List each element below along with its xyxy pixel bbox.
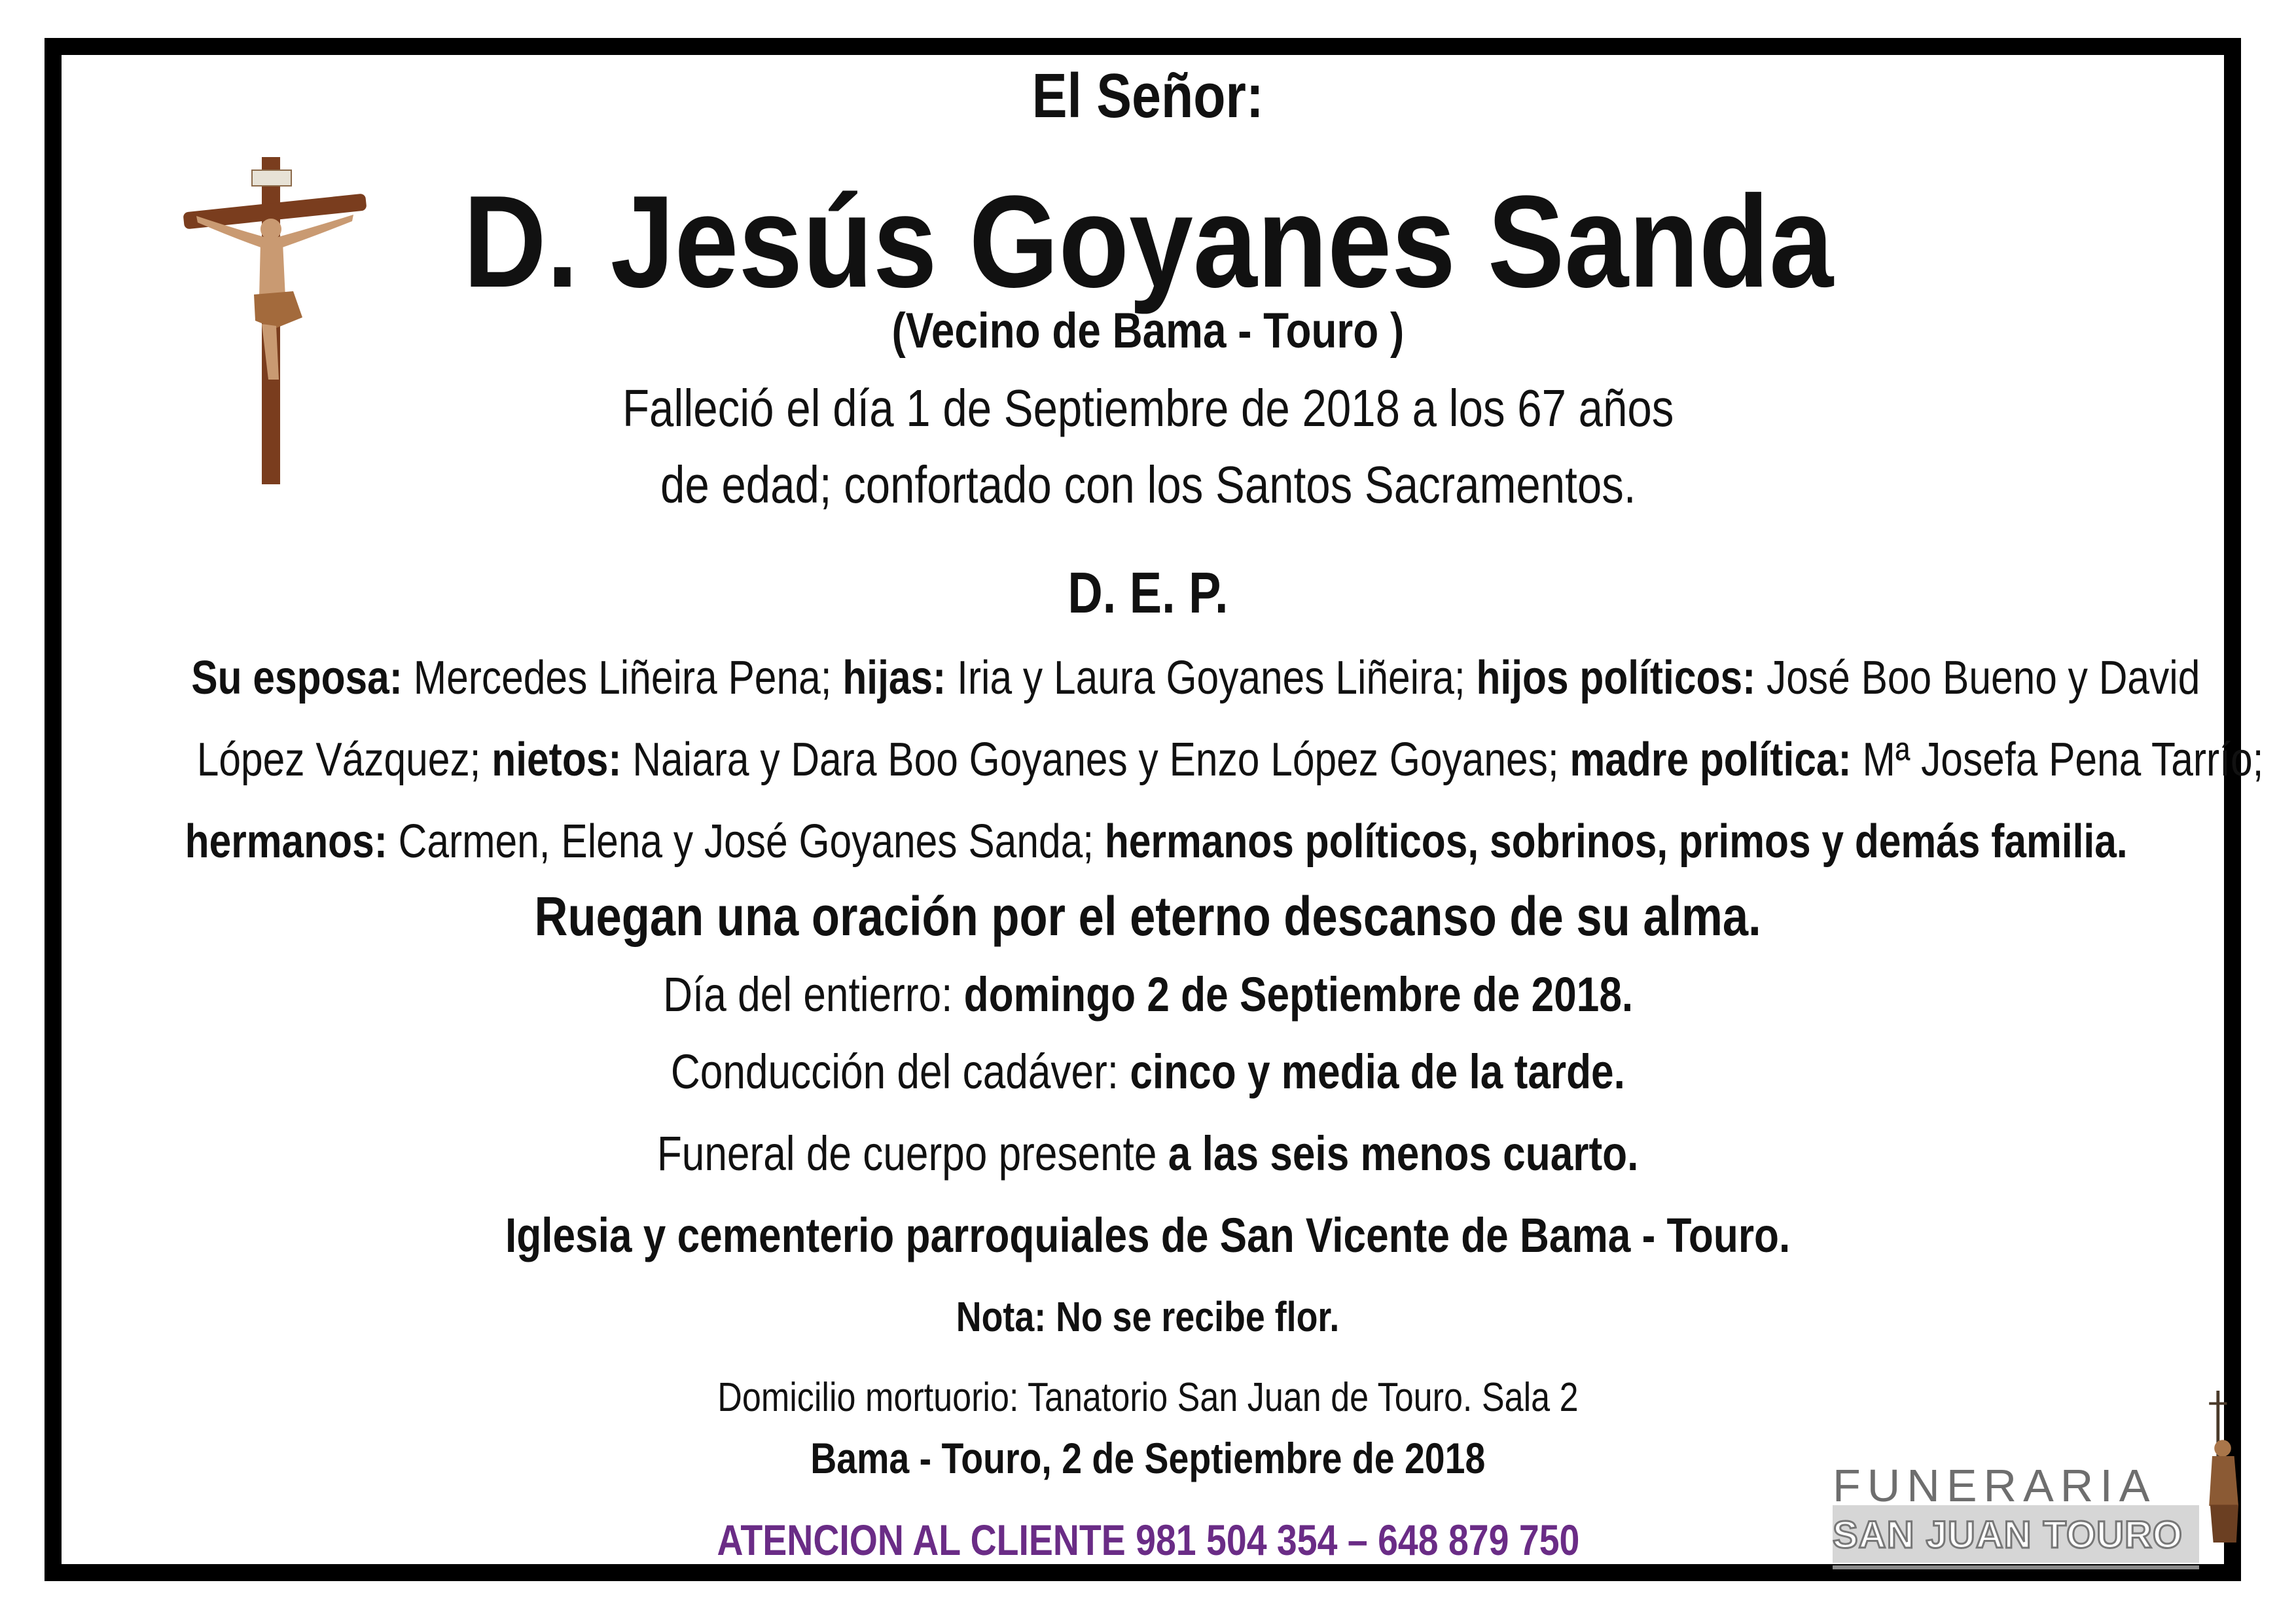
burial-day-label: Día del entierro: xyxy=(662,967,964,1022)
burial-day-line xyxy=(0,967,2296,1022)
family-label-hermanos: hermanos: xyxy=(185,815,387,868)
church-line: Iglesia y cementerio parroquiales de San Vicente de Bama - Touro. xyxy=(505,1208,1791,1262)
funeraria-logo xyxy=(1833,1374,2251,1571)
death-date-line: Falleció el día 1 de Septiembre de 2018 a los 67 años xyxy=(622,379,1674,437)
family-label-madre-politica: madre política: xyxy=(1570,734,1852,786)
sacraments-line: de edad; confortado con los Santos Sacramentos. xyxy=(660,455,1636,514)
family-hermanos: Carmen, Elena y José Goyanes Sanda; xyxy=(387,815,1105,868)
logo-rule xyxy=(1833,1565,2199,1569)
wake-location: Domicilio mortuorio: Tanatorio San Juan de Touro. Sala 2 xyxy=(717,1375,1579,1420)
family-hijas: Iria y Laura Goyanes Liñeira; xyxy=(946,652,1477,704)
procession-line xyxy=(0,1044,2296,1099)
deceased-name: D. Jesús Goyanes Sanda xyxy=(463,169,1833,315)
family-hijos-politicos-b: López Vázquez; xyxy=(196,734,492,786)
logo-word-funeraria: FUNERARIA xyxy=(1833,1460,2157,1511)
prayer-request: Ruegan una oración por el eterno descanso de su alma. xyxy=(534,885,1762,947)
dep-heading: D. E. P. xyxy=(1067,560,1229,625)
burial-day-value: domingo 2 de Septiembre de 2018. xyxy=(963,967,1634,1022)
funeral-value: a las seis menos cuarto. xyxy=(1168,1126,1639,1181)
flower-note: Nota: No se recibe flor. xyxy=(956,1293,1340,1340)
title-senor: El Señor: xyxy=(1032,61,1264,131)
family-line-1 xyxy=(0,651,2296,705)
customer-service-phones: ATENCION AL CLIENTE 981 504 354 – 648 879 750 xyxy=(717,1516,1579,1564)
family-esposa: Mercedes Liñeira Pena; xyxy=(402,652,843,704)
family-line-3 xyxy=(0,815,2296,868)
family-label-hijos-politicos: hijos políticos: xyxy=(1476,652,1756,704)
funeral-line xyxy=(0,1126,2296,1181)
family-line-2 xyxy=(0,733,2296,787)
family-label-esposa: Su esposa: xyxy=(191,652,403,704)
funeral-label: Funeral de cuerpo presente xyxy=(657,1126,1169,1181)
procession-value: cinco y media de la tarde. xyxy=(1130,1044,1626,1099)
procession-label: Conducción del cadáver: xyxy=(670,1044,1130,1099)
family-label-nietos: nietos: xyxy=(492,734,622,786)
family-hijos-politicos-a: José Boo Bueno y David xyxy=(1755,652,2200,704)
place-date: Bama - Touro, 2 de Septiembre de 2018 xyxy=(810,1434,1486,1482)
logo-word-san-juan-touro: SAN JUAN TOURO xyxy=(1833,1514,2183,1556)
saint-john-icon xyxy=(2186,1374,2249,1564)
family-nietos: Naiara y Dara Boo Goyanes y Enzo López Goyanes; xyxy=(621,734,1570,786)
family-label-hijas: hijas: xyxy=(842,652,946,704)
residence-note: (Vecino de Bama - Touro ) xyxy=(891,303,1405,359)
family-madre-politica: Mª Josefa Pena Tarrío; xyxy=(1851,734,2264,786)
family-resto: hermanos políticos, sobrinos, primos y demás familia. xyxy=(1104,815,2128,868)
